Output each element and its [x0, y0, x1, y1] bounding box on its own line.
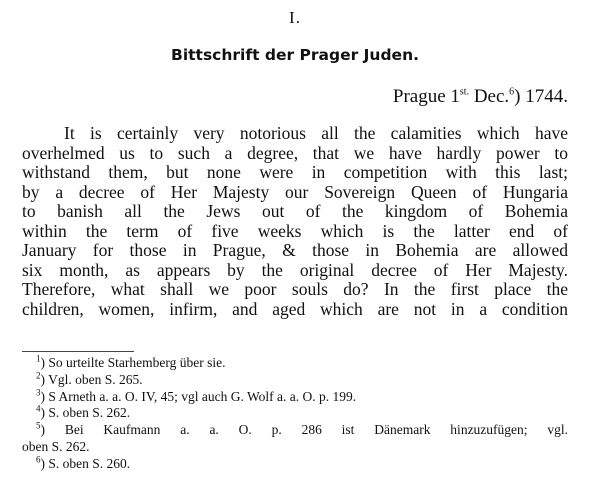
footnote-text: ) Vgl. oben S. 265. [40, 371, 143, 387]
body-line: children, women, infirm, and aged which are not in a condition [22, 299, 568, 319]
footnote-text: ) S. oben S. 260. [40, 455, 131, 471]
footnote-mark: 5 [36, 420, 41, 431]
footnote-divider [22, 351, 134, 352]
footnote-text: ) So urteilte Starhemberg über sie. [40, 355, 226, 370]
footnote [22, 355, 568, 372]
dateline [393, 86, 568, 108]
body-line: to banish all the Jews out of the kingdom of Bohemia [22, 202, 568, 221]
body-line: overhelmed us to such a degree, that we have hardly power to [22, 143, 568, 163]
body-line: six month, as appears by the original decree of Her Majesty. [22, 260, 568, 280]
footnote-mark: 6 [36, 454, 41, 465]
dateline-year: ) 1744. [514, 86, 568, 107]
footnote [22, 405, 568, 422]
footnote-mark: 2 [36, 370, 41, 381]
document-title: Bittschrift der Prager Juden. [171, 46, 419, 64]
body-line: Therefore, what shall we poor souls do? In the first place the [22, 280, 568, 299]
footnote-mark: 3 [36, 387, 41, 398]
footnote-text: ) S. oben S. 262. [40, 405, 131, 421]
footnote [22, 422, 568, 439]
body-text [22, 124, 568, 319]
footnote [22, 456, 568, 473]
body-line: withstand them, but none were in competition with this last; [22, 163, 568, 182]
footnotes [22, 355, 568, 473]
footnote-continuation [22, 439, 568, 456]
section-number: I. [289, 8, 301, 27]
footnote-mark: 6 [509, 86, 515, 98]
footnote [22, 372, 568, 389]
dateline-month: Dec. [469, 86, 510, 107]
footnote-text: ) S Arneth a. a. O. IV, 45; vgl auch G. Wolf a. a. O. p. 199. [40, 388, 357, 404]
dateline-prefix: Prague 1 [392, 86, 460, 107]
body-line: January for those in Prague, & those in Bohemia are allowed [22, 241, 568, 260]
footnote-text: oben S. 262. [22, 438, 90, 454]
footnote-mark: 1 [36, 353, 41, 364]
footnote-mark: 4 [36, 403, 41, 414]
footnote [22, 389, 568, 406]
dateline-ordinal: st. [459, 86, 470, 98]
body-line: within the term of five weeks which is the latter end of [22, 221, 568, 241]
footnote-text: ) Bei Kaufmann a. a. O. p. 286 ist Dänemark hinzuzufügen; vgl. [40, 422, 568, 438]
body-line: It is certainly very notorious all the calamities which have [64, 124, 568, 143]
body-line: by a decree of Her Majesty our Sovereign Queen of Hungaria [22, 182, 568, 202]
